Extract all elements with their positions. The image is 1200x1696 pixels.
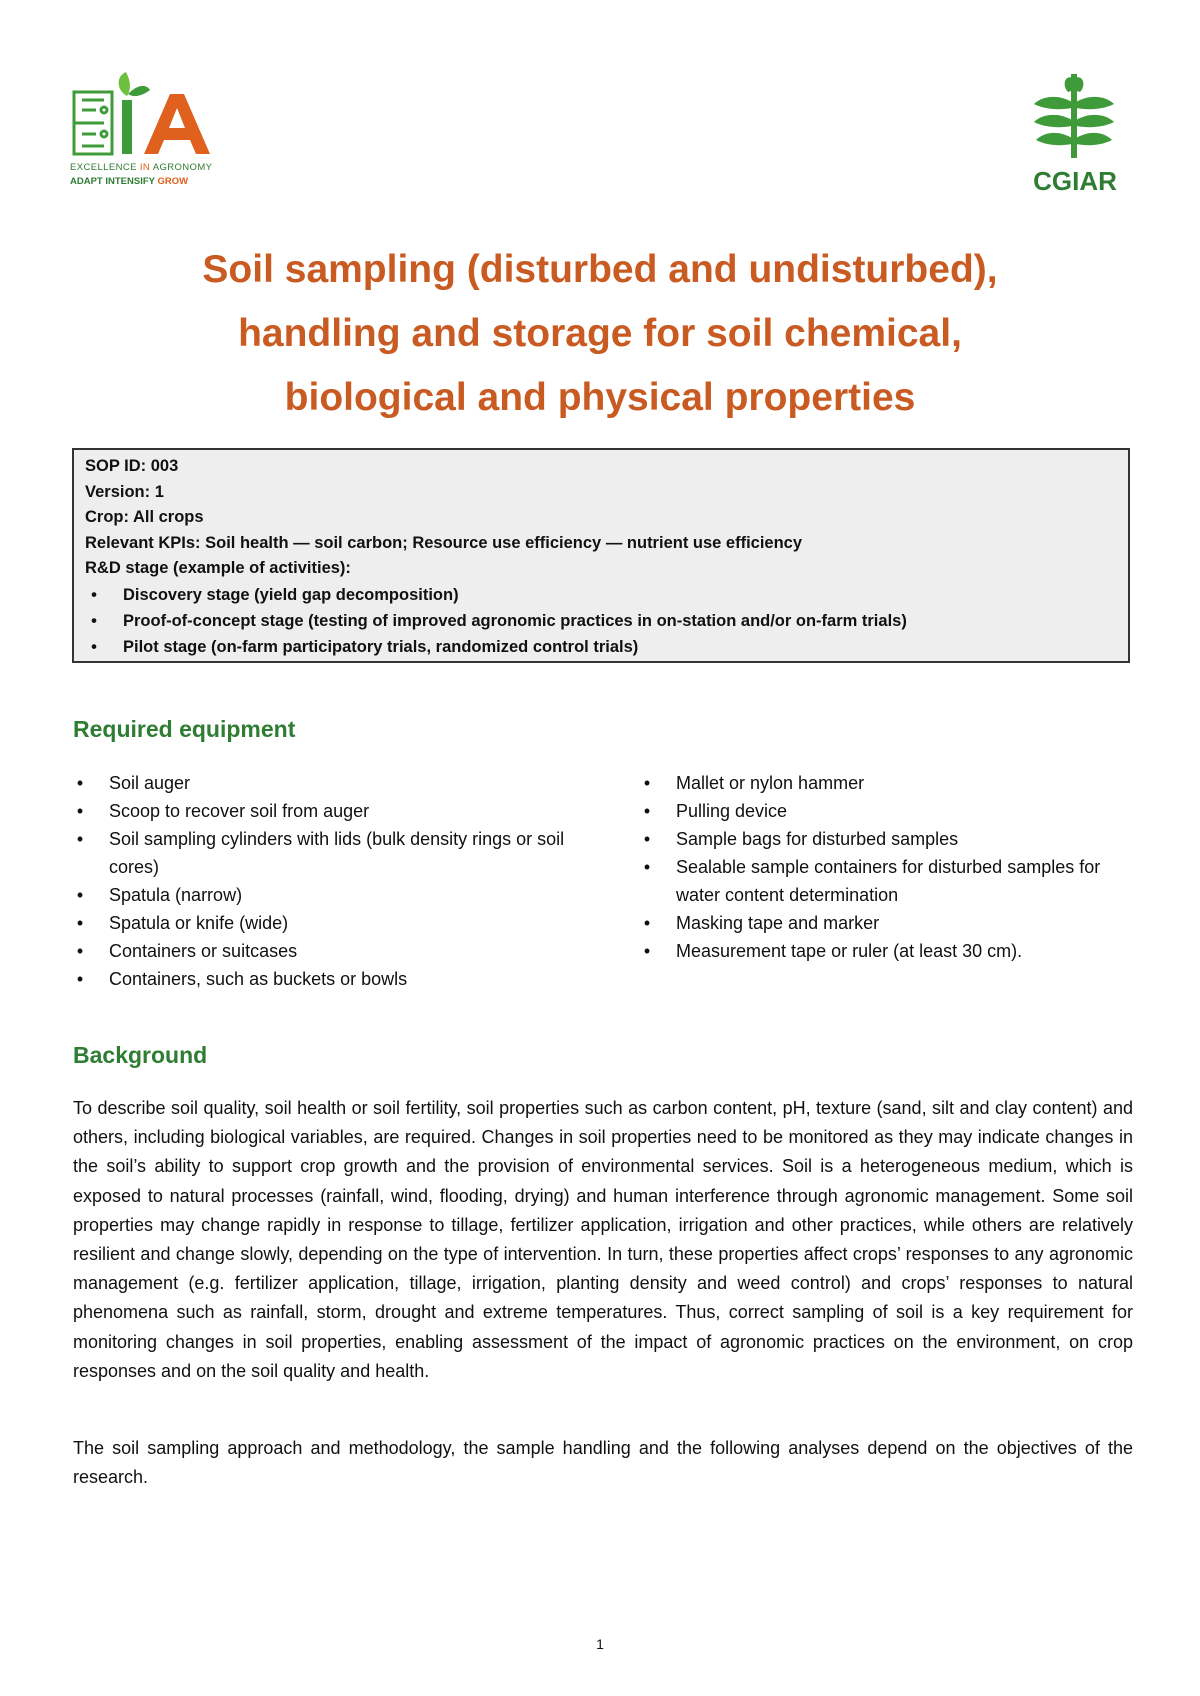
cgiar-wheat-icon — [1028, 70, 1120, 162]
bullet-icon: • — [76, 801, 84, 821]
list-item: • Proof-of-concept stage (testing of improved agronomic practices in on-station and/or on-farm trials) — [85, 608, 1117, 634]
sop-crop: Crop: All crops — [85, 508, 204, 526]
background-paragraph: The soil sampling approach and methodology, the sample handling and the following analyses depend on the objectives of the research. — [73, 1438, 1133, 1488]
bullet-icon: • — [643, 913, 651, 933]
bullet-icon: • — [91, 637, 97, 656]
list-item: • Soil sampling cylinders with lids (bulk density rings or soil cores) — [73, 825, 583, 881]
equipment-list-left — [73, 769, 583, 993]
bullet-icon: • — [643, 857, 651, 877]
equipment-list-right — [640, 769, 1140, 965]
bullet-icon: • — [643, 829, 651, 849]
eia-tagline-2: ADAPT INTENSIFY GROW — [70, 176, 189, 187]
bullet-icon: • — [76, 941, 84, 961]
list-item: • Containers or suitcases — [73, 937, 583, 965]
eia-logo — [70, 70, 215, 188]
sop-stage-heading: R&D stage (example of activities): — [85, 559, 351, 577]
section-heading-equipment: Required equipment — [73, 716, 296, 742]
list-item: • Measurement tape or ruler (at least 30 cm). — [640, 937, 1140, 965]
sop-stage-list — [85, 582, 1117, 660]
list-item: • Scoop to recover soil from auger — [73, 797, 583, 825]
eia-tagline-1: EXCELLENCE IN AGRONOMY — [70, 162, 213, 173]
eia-logo-mark — [70, 70, 215, 158]
bullet-icon: • — [76, 885, 84, 905]
bullet-icon: • — [76, 969, 84, 989]
list-item: • Discovery stage (yield gap decomposition) — [85, 582, 1117, 608]
bullet-icon: • — [643, 773, 651, 793]
list-item: • Spatula (narrow) — [73, 881, 583, 909]
bullet-icon: • — [76, 773, 84, 793]
bullet-icon: • — [76, 829, 84, 849]
bullet-icon: • — [91, 611, 97, 630]
list-item: • Pilot stage (on-farm participatory trials, randomized control trials) — [85, 634, 1117, 660]
page-number: 1 — [596, 1636, 604, 1652]
bullet-icon: • — [91, 585, 97, 604]
list-item: • Mallet or nylon hammer — [640, 769, 1140, 797]
sop-version: Version: 1 — [85, 482, 164, 501]
document-title — [60, 238, 1140, 430]
list-item: • Masking tape and marker — [640, 909, 1140, 937]
list-item: • Spatula or knife (wide) — [73, 909, 583, 937]
bullet-icon: • — [643, 941, 651, 961]
cgiar-logo-text: CGIAR — [1033, 166, 1117, 196]
sop-info-box — [72, 448, 1130, 663]
title-line: biological and physical properties — [284, 376, 916, 419]
bullet-icon: • — [643, 801, 651, 821]
list-item: • Sealable sample containers for disturbed samples for water content determination — [640, 853, 1140, 909]
background-paragraph: To describe soil quality, soil health or soil fertility, soil properties such as carbon content, pH, texture (sand, silt and clay content) and others, including biological variables, are required. Changes in soil properties need to be monitored as they may indicate changes in the soil’s ability to support crop growth and the provision of environmental services. Soil is a heterogeneous medium, which is exposed to natural processes (rainfall, wind, flooding, drying) and human interference through agronomic management. Some soil properties may change rapidly in response to tillage, fertilizer application, irrigation and other practices, while others are relatively resilient and change slowly, depending on the type of intervention. In turn, these properties affect crops’ responses to any agronomic management (e.g. fertilizer application, tillage, irrigation, planting density and weed control) and crops’ responses to natural phenomena such as rainfall, storm, drought and extreme temperatures. Thus, correct sampling of soil is a key requirement for monitoring changes in soil properties, enabling assessment of the impact of agronomic practices on the environment, on crop responses and on the soil quality and health. — [73, 1098, 1133, 1381]
bullet-icon: • — [76, 913, 84, 933]
sop-id: SOP ID: 003 — [85, 457, 179, 475]
list-item: • Soil auger — [73, 769, 583, 797]
list-item: • Containers, such as buckets or bowls — [73, 965, 583, 993]
sop-kpis: Relevant KPIs: Soil health — soil carbon; Resource use efficiency — nutrient use efficiency — [85, 533, 803, 552]
list-item: • Pulling device — [640, 797, 1140, 825]
list-item: • Sample bags for disturbed samples — [640, 825, 1140, 853]
cgiar-logo — [1020, 70, 1130, 196]
title-line: handling and storage for soil chemical, — [238, 312, 962, 355]
section-heading-background: Background — [73, 1042, 208, 1068]
title-line: Soil sampling (disturbed and undisturbed), — [202, 248, 998, 291]
